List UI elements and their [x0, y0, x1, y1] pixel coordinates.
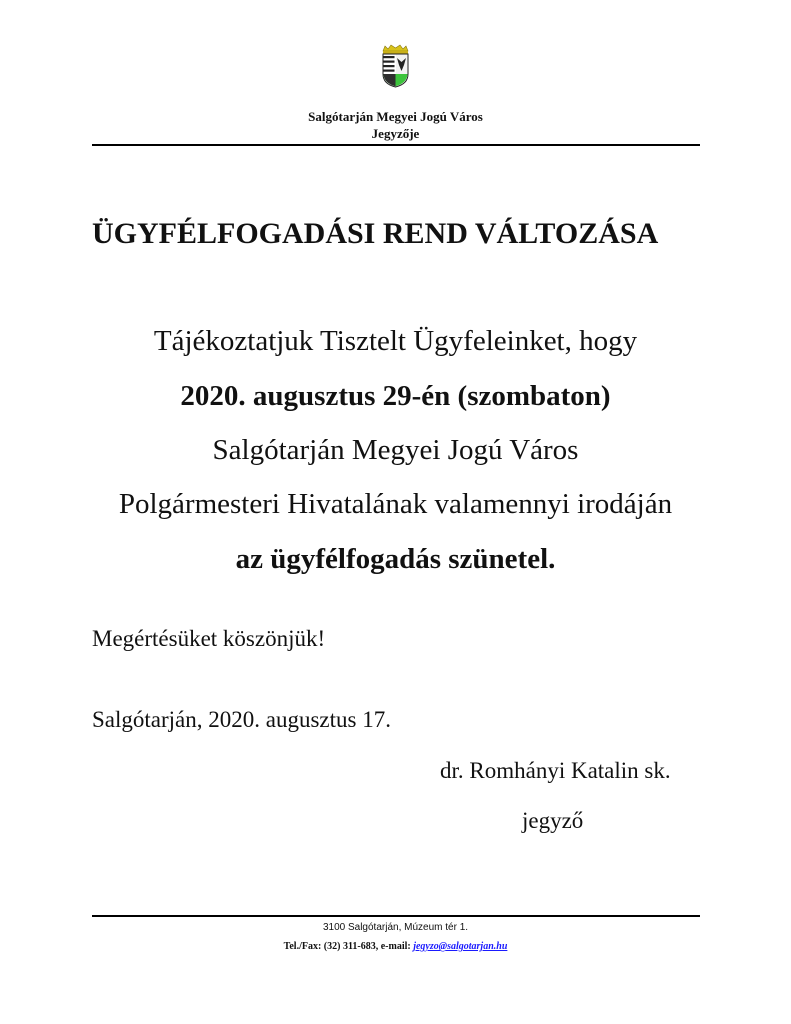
organization-role: Jegyzője	[371, 126, 420, 141]
announcement-closure: az ügyfélfogadás szünetel.	[235, 543, 556, 575]
thanks-text: Megértésüket köszönjük!	[92, 626, 326, 651]
announcement-line-4: Polgármesteri Hivatalának valamennyi irodáján	[118, 488, 673, 520]
signatory-name: dr. Romhányi Katalin sk.	[440, 758, 671, 783]
footer-contact-prefix: Tel./Fax: (32) 311-683, e-mail:	[283, 941, 414, 952]
footer-address: 3100 Salgótarján, Múzeum tér 1.	[322, 922, 469, 933]
document-title: ÜGYFÉLFOGADÁSI REND VÁLTOZÁSA	[92, 217, 659, 250]
announcement-line-1: Tájékoztatjuk Tisztelt Ügyfeleinket, hogy	[153, 325, 638, 357]
organization-name: Salgótarján Megyei Jogú Város	[308, 109, 483, 124]
footer-divider	[92, 915, 700, 917]
place-and-date: Salgótarján, 2020. augusztus 17.	[92, 707, 391, 732]
signatory-title: jegyző	[522, 808, 584, 833]
city-coat-of-arms-icon	[380, 44, 411, 88]
footer-email-link[interactable]: jegyzo@salgotarjan.hu	[413, 941, 508, 952]
announcement-date: 2020. augusztus 29-én (szombaton)	[180, 380, 611, 412]
announcement-line-3: Salgótarján Megyei Jogú Város	[212, 434, 579, 466]
footer-contact	[0, 940, 791, 953]
header-divider	[92, 144, 700, 146]
